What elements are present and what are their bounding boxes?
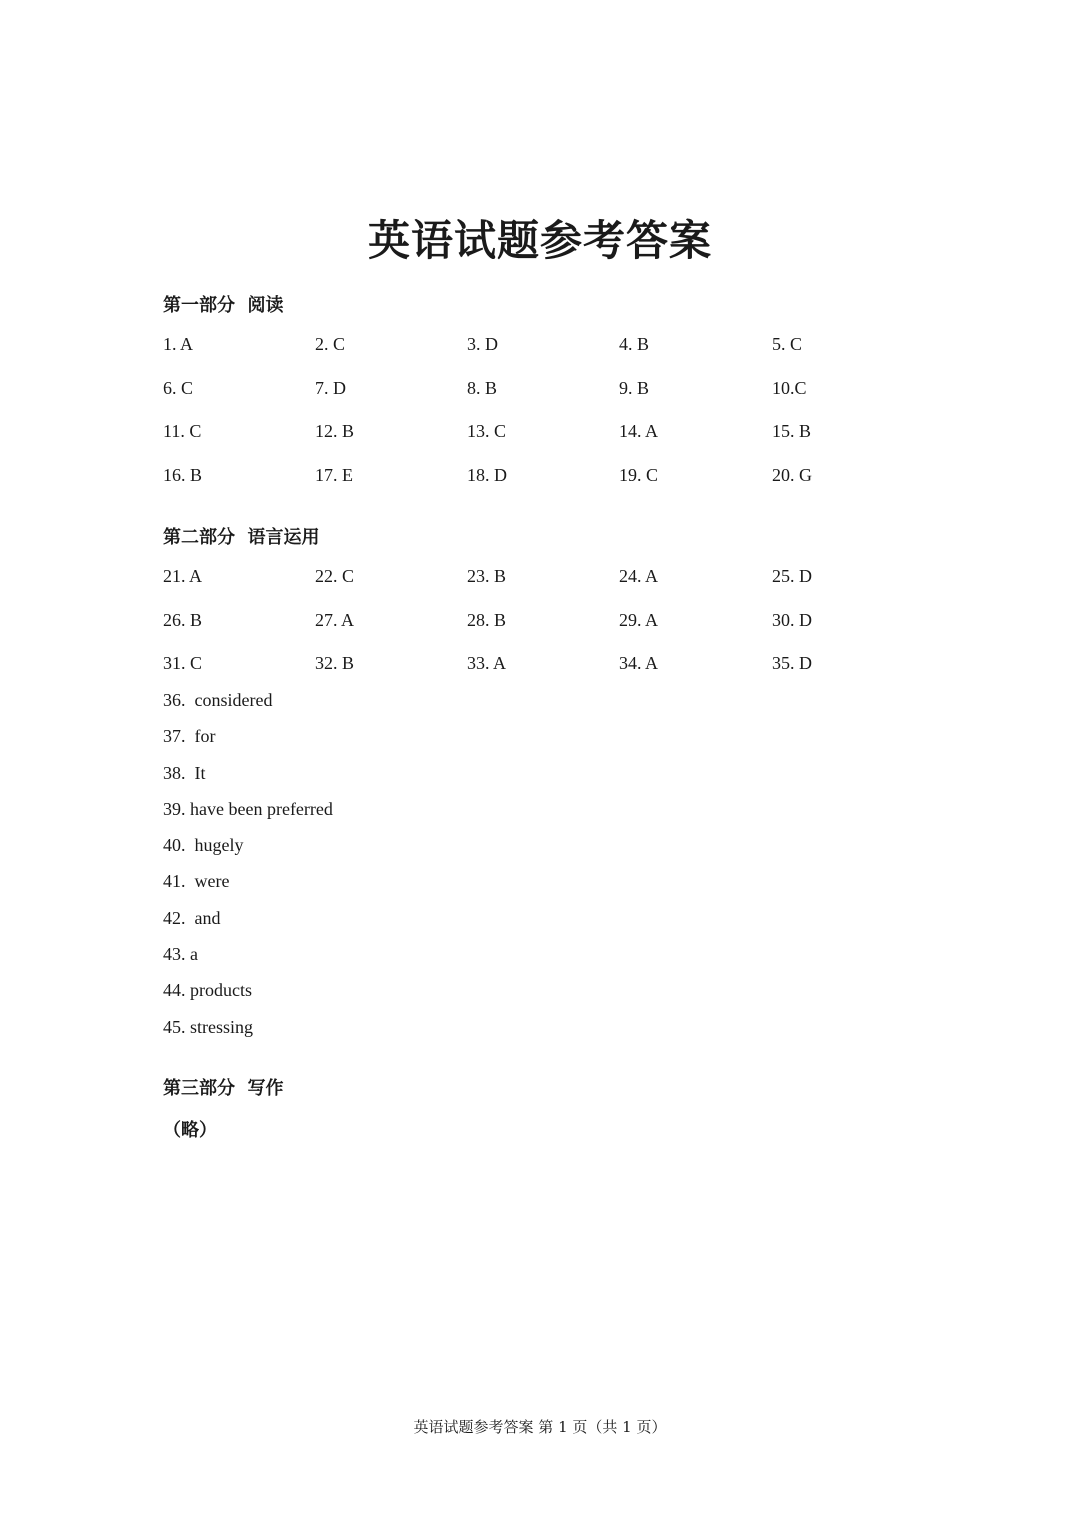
fill-in-answer: 45. stressing (163, 1016, 253, 1037)
writing-answer-omitted: （略） (163, 1120, 217, 1141)
section-heading-part2: 第二部分 语言运用 (163, 527, 320, 548)
fill-in-answer: 41. were (163, 871, 230, 892)
answer-item: 31. C (163, 653, 203, 674)
answer-item: 11. C (163, 421, 202, 442)
page-footer: 英语试题参考答案 第 1 页（共 1 页） (413, 1418, 667, 1436)
answer-item: 10.C (772, 377, 807, 398)
answer-item: 26. B (163, 609, 203, 630)
fill-in-answer: 38. It (163, 762, 206, 783)
answer-item: 22. C (315, 566, 355, 586)
answer-item: 33. A (467, 653, 507, 674)
answer-item: 23. B (467, 566, 507, 586)
fill-in-answer: 44. products (163, 980, 252, 1001)
answer-item: 16. B (163, 465, 203, 486)
answer-item: 34. A (619, 653, 659, 674)
answer-item: 6. C (163, 377, 194, 398)
answer-item: 5. C (772, 334, 803, 354)
answer-item: 28. B (467, 609, 507, 630)
answer-item: 35. D (772, 653, 812, 674)
answer-item: 7. D (315, 377, 346, 398)
fill-in-answer: 43. a (163, 944, 198, 965)
answer-item: 25. D (772, 566, 812, 586)
answer-item: 32. B (315, 653, 355, 674)
answer-item: 21. A (163, 566, 203, 586)
answer-item: 13. C (467, 421, 507, 442)
answer-row (163, 610, 923, 654)
answer-grid-part1 (163, 334, 923, 509)
answer-item: 27. A (315, 609, 355, 630)
fill-in-answer: 40. hugely (163, 835, 244, 856)
section-heading-part1: 第一部分 阅读 (163, 295, 284, 316)
answer-item: 4. B (619, 334, 650, 354)
answer-item: 14. A (619, 421, 659, 442)
fill-in-answer: 36. considered (163, 690, 273, 710)
answer-item: 1. A (163, 334, 194, 354)
fill-in-answer-list (163, 690, 333, 1053)
section-heading-part3: 第三部分 写作 (163, 1078, 284, 1099)
answer-row (163, 566, 923, 610)
page-title: 英语试题参考答案 (367, 216, 712, 265)
answer-row (163, 334, 923, 378)
answer-item: 17. E (315, 465, 353, 486)
answer-item: 15. B (772, 421, 812, 442)
answer-grid-part2 (163, 566, 923, 697)
answer-item: 3. D (467, 334, 498, 354)
answer-item: 24. A (619, 566, 659, 586)
answer-item: 9. B (619, 377, 650, 398)
answer-row (163, 465, 923, 509)
fill-in-answer: 37. for (163, 726, 216, 747)
answer-item: 18. D (467, 465, 507, 486)
answer-item: 29. A (619, 609, 659, 630)
answer-item: 20. G (772, 465, 812, 486)
answer-item: 30. D (772, 609, 812, 630)
answer-row (163, 421, 923, 465)
fill-in-answer: 42. and (163, 907, 221, 928)
answer-item: 19. C (619, 465, 659, 486)
answer-item: 2. C (315, 334, 346, 354)
answer-item: 12. B (315, 421, 355, 442)
answer-item: 8. B (467, 377, 498, 398)
fill-in-answer: 39. have been preferred (163, 798, 333, 819)
answer-row (163, 378, 923, 422)
